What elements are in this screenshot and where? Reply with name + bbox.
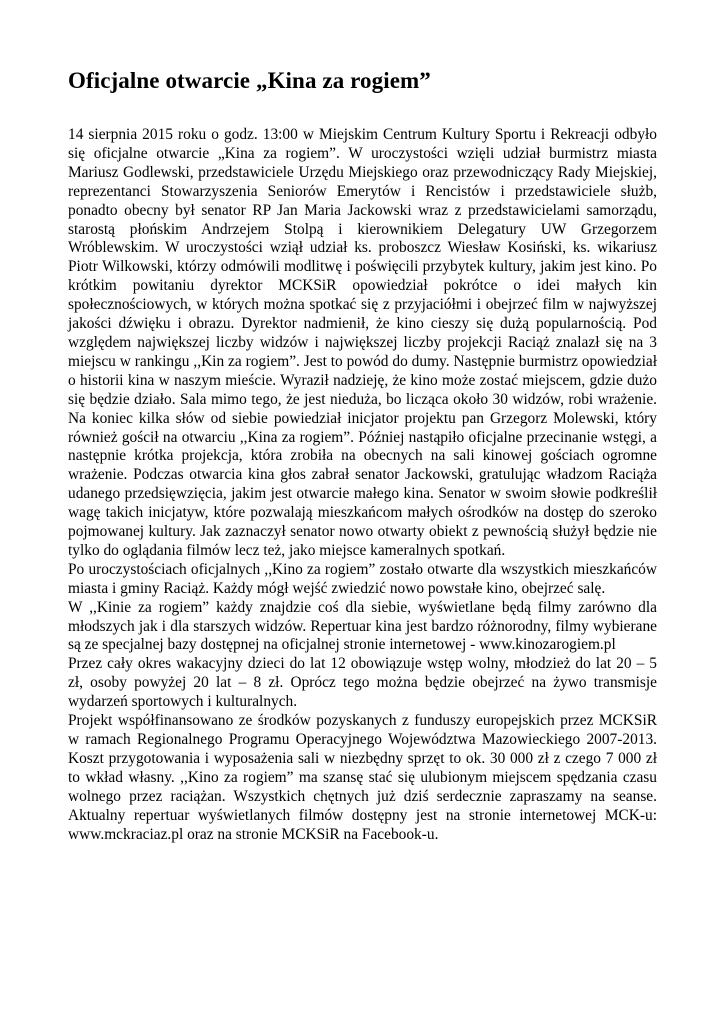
article-body	[68, 126, 657, 844]
document-page	[68, 66, 657, 844]
document-title: Oficjalne otwarcie „Kina za rogiem”	[68, 68, 431, 93]
paragraph-ticket-prices: Przez cały okres wakacyjny dzieci do lat 12 obowiązuje wstęp wolny, młodzież do lat 20 – 5 zł, osoby powyżej 20 lat – 8 zł. Oprócz tego można będzie obejrzeć na żywo transmisje wydarzeń sportowych i kulturalnych.	[68, 655, 657, 711]
paragraph-funding: Projekt współfinansowano ze środków pozyskanych z funduszy europejskich przez MCKSiR w ramach Regionalnego Programu Operacyjnego Województwa Mazowieckiego 2007-2013. Koszt przygotowania i wyposażenia sali w niezbędny sprzęt to ok. 30 000 zł z czego 7 000 zł to wkład własny. ,,Kino za rogiem” ma szansę stać się ulubionym miejscem spędzania czasu wolnego przez raciążan. Wszystkich chętnych już dziś serdecznie zapraszamy na seanse. Aktualny repertuar wyświetlanych filmów dostępny jest na stronie internetowej MCK-u: www.mckraciaz.pl oraz na stronie MCKSiR na Facebook-u.	[68, 712, 657, 843]
paragraph-open-to-residents: Po uroczystościach oficjalnych ,,Kino za rogiem” zostało otwarte dla wszystkich mieszkańców miasta i gminy Raciąż. Każdy mógł wejść zwiedzić nowo powstałe kino, obejrzeć salę.	[68, 560, 657, 597]
paragraph-repertoire: W ,,Kinie za rogiem” każdy znajdzie coś dla siebie, wyświetlane będą filmy zarówno dla młodszych jak i dla starszych widzów. Repertuar kina jest bardzo różnorodny, filmy wybierane są ze specjalnej bazy dostępnej na oficjalnej stronie internetowej - www.kinozarogiem.pl	[68, 598, 657, 654]
paragraph-opening-ceremony: 14 sierpnia 2015 roku o godz. 13:00 w Miejskim Centrum Kultury Sportu i Rekreacji odbyło się oficjalne otwarcie „Kina za rogiem”. W uroczystości wzięli udział burmistrz miasta Mariusz Godlewski, przedstawiciele Urzędu Miejskiego oraz przewodniczący Rady Miejskiej, reprezentanci Stowarzyszenia Seniorów Emerytów i Rencistów i przedstawiciele służb, ponadto obecny był senator RP Jan Maria Jackowski wraz z przedstawicielami samorządu, starostą płońskim Andrzejem Stolpą i kierownikiem Delegatury UW Grzegorzem Wróblewskim. W uroczystości wziął udział ks. proboszcz Wiesław Kosiński, ks. wikariusz Piotr Wilkowski, którzy odmówili modlitwę i poświęcili przybytek kultury, jakim jest kino. Po krótkim powitaniu dyrektor MCKSiR opowiedział pokrótce o idei małych kin społecznościowych, w których można spotkać się z przyjaciółmi i obejrzeć film w najwyższej jakości dźwięku i obrazu. Dyrektor nadmienił, że kino cieszy się dużą popularnością. Pod względem największej liczby widzów i największej liczby projekcji Raciąż znalazł się na 3 miejscu w rankingu ,,Kin za rogiem”. Jest to powód do dumy. Następnie burmistrz opowiedział o historii kina w naszym mieście. Wyraził nadzieję, że kino może zostać miejscem, gdzie dużo się będzie działo. Sala mimo tego, że jest nieduża, bo licząca około 30 widzów, robi wrażenie. Na koniec kilka słów od siebie powiedział inicjator projektu pan Grzegorz Molewski, który również gościł na otwarciu ,,Kina za rogiem”. Później nastąpiło oficjalne przecinanie wstęgi, a następnie krótka projekcja, która zrobiła na obecnych na sali kinowej gościach ogromne wrażenie. Podczas otwarcia kina głos zabrał senator Jackowski, gratulując władzom Raciąża udanego przedsięwzięcia, jakim jest otwarcie małego kina. Senator w swoim słowie podkreślił wagę takich inicjatyw, które pozwalają mieszkańcom małych ośrodków na dostęp do szeroko pojmowanej kultury. Jak zaznaczył senator nowo otwarty obiekt z pewnością służył będzie nie tylko do oglądania filmów lecz też, jako miejsce kameralnych spotkań.	[68, 126, 657, 559]
